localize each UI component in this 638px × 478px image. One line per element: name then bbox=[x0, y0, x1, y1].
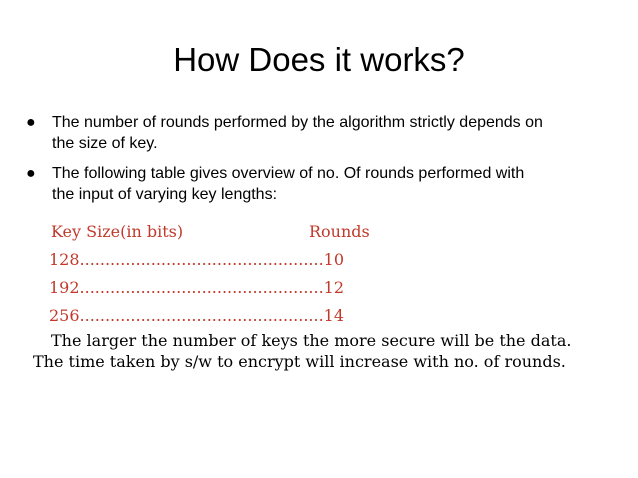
bullet-item bbox=[26, 112, 616, 154]
table-row: 256................................................14 bbox=[49, 306, 345, 325]
table-row: 128................................................10 bbox=[49, 250, 345, 269]
bullet-text-line: The following table gives overview of no. Of rounds performed with bbox=[52, 165, 525, 182]
table-header-key-size: Key Size(in bits) bbox=[51, 222, 184, 241]
bullet-text-line: The number of rounds performed by the algorithm strictly depends on bbox=[52, 114, 543, 131]
bullet-dot-icon: ● bbox=[26, 165, 36, 182]
slide-title: How Does it works? bbox=[173, 41, 465, 78]
bullet-text-line: the input of varying key lengths: bbox=[52, 186, 278, 203]
note-line: The time taken by s/w to encrypt will increase with no. of rounds. bbox=[33, 352, 566, 371]
table-header-rounds: Rounds bbox=[309, 222, 370, 241]
bullet-dot-icon: ● bbox=[26, 114, 36, 131]
bullet-list bbox=[26, 112, 616, 214]
bullet-item bbox=[26, 163, 616, 205]
table-row: 192................................................12 bbox=[49, 278, 345, 297]
bullet-text-line: the size of key. bbox=[52, 135, 158, 152]
note-line: The larger the number of keys the more secure will be the data. bbox=[51, 331, 572, 350]
